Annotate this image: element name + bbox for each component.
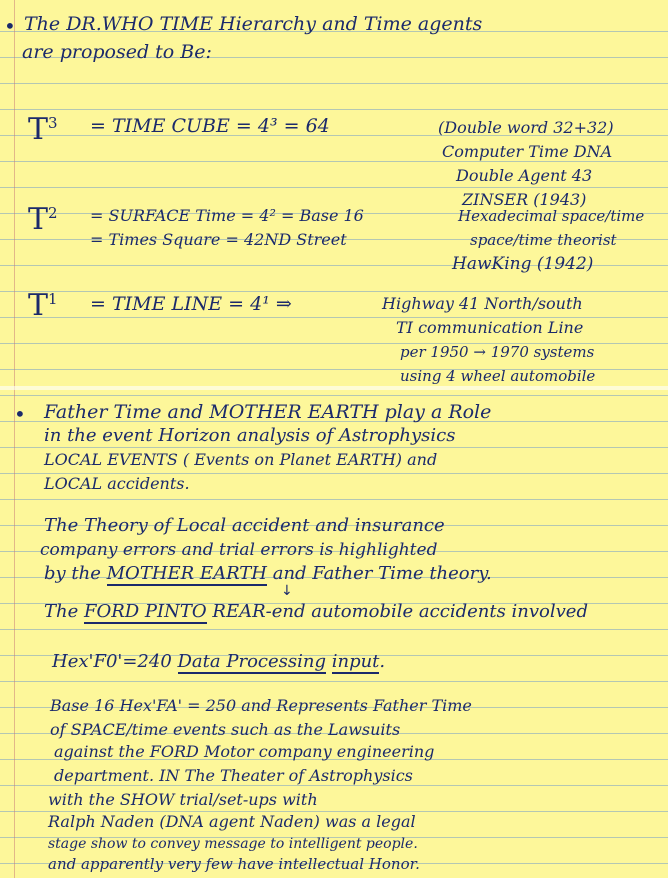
bullet-2: • [14,402,26,426]
intro-line-1: The DR.WHO TIME Hierarchy and Time agents [24,13,483,35]
down-arrow-icon: ↓ [281,583,293,599]
t2-equation-1: = SURFACE Time = 4² = Base 16 [90,206,364,225]
t1-note-2: TI communication Line [396,318,584,337]
t1-note-4: using 4 wheel automobile [400,367,596,385]
t1-letter: T [28,288,49,323]
t1-note-1: Highway 41 North/south [382,294,583,313]
para2-line-3: LOCAL EVENTS ( Events on Planet EARTH) and [44,450,438,469]
para3-line-3-start: by the [44,563,107,584]
para4-start: The [44,601,84,622]
para3-line-2: company errors and trial errors is highlighted [40,540,438,560]
para6-line-4: department. IN The Theater of Astrophysics [54,766,413,785]
para6-line-1: Base 16 Hex'FA' = 250 and Represents Father Time [50,696,472,715]
t2-note-2: space/time theorist [470,231,617,249]
para3-line-1: The Theory of Local accident and insurance [44,515,445,536]
para2-line-4: LOCAL accidents. [44,474,190,493]
t3-note-4: ZINSER (1943) [462,190,587,209]
para6-line-7: stage show to convey message to intelligent people. [48,836,418,852]
t3-note-1: (Double word 32+32) [438,118,614,137]
bullet-1: • [4,14,16,38]
t1-exponent: 1 [48,290,58,308]
para6-line-6: Ralph Naden (DNA agent Naden) was a legal [48,812,416,831]
t3-letter: T [28,112,49,147]
t1-label [28,282,58,323]
para6-line-3: against the FORD Motor company engineering [54,742,435,761]
intro-line-2: are proposed to Be: [22,41,212,63]
para2-line-1: Father Time and MOTHER EARTH play a Role [44,401,492,423]
data-processing-underlined: Data Processing [177,651,326,672]
t2-equation-2: = Times Square = 42ND Street [90,230,347,249]
t2-note-1: Hexadecimal space/time [458,207,645,225]
para2-line-2: in the event Horizon analysis of Astrophysics [44,425,456,446]
para4-end: REAR-end automobile accidents involved [206,601,588,622]
t1-equation: = TIME LINE = 4¹ ⇒ [90,293,292,315]
para5-period: . [379,651,386,672]
para5-line [52,650,385,674]
input-underlined: input [331,651,380,672]
t2-note-3: HawKing (1942) [452,254,594,274]
t3-label [28,106,58,147]
t1-note-3: per 1950 → 1970 systems [400,343,595,361]
t3-note-3: Double Agent 43 [456,166,593,185]
t2-label [28,196,58,237]
t3-note-2: Computer Time DNA [442,142,613,161]
para5-hex: Hex'F0'=240 [52,651,178,672]
t3-exponent: 3 [48,114,58,132]
para6-line-5: with the SHOW trial/set-ups with [48,790,318,809]
para6-line-8: and apparently very few have intellectual Honor. [48,855,420,873]
para6-line-2: of SPACE/time events such as the Lawsuits [50,720,401,739]
margin-line [14,0,15,878]
para4-line [44,600,588,624]
t3-equation: = TIME CUBE = 4³ = 64 [90,115,330,137]
para5-space [326,651,332,672]
para3-line-3 [44,562,492,586]
para3-line-3-end: and Father Time theory. [267,563,492,584]
ford-pinto-underlined: FORD PINTO [83,601,207,622]
t2-letter: T [28,202,49,237]
mother-earth-underlined: MOTHER EARTH [106,563,268,584]
t2-exponent: 2 [48,204,58,222]
